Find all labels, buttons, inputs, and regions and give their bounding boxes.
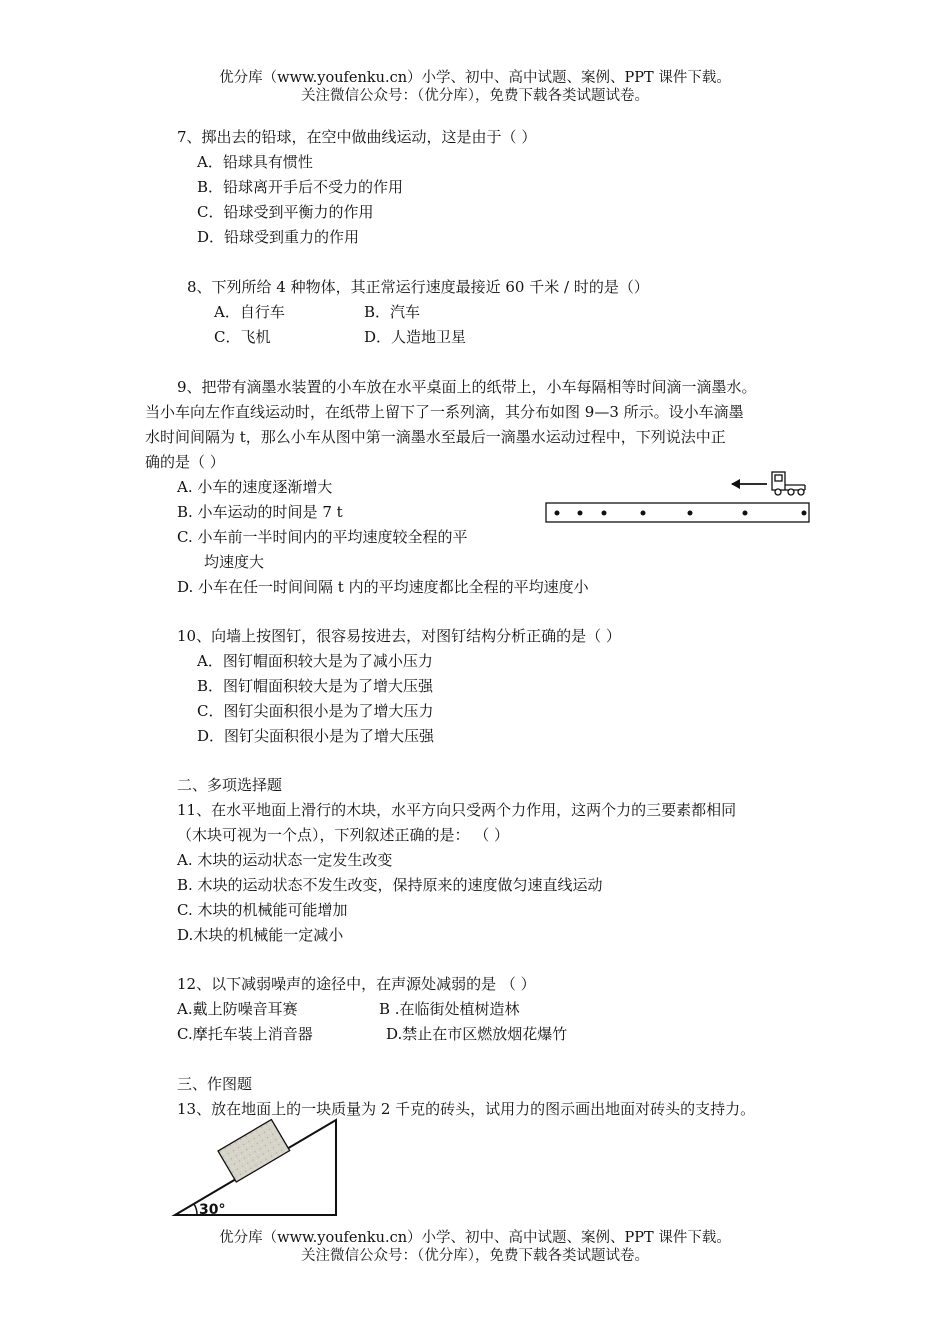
q10-option-d: D．图钉尖面积很小是为了增大压强	[197, 727, 435, 745]
header-line-1: 优分库（www.youfenku.cn）小学、初中、高中试题、案例、PPT 课件下载。	[219, 70, 731, 86]
q13-incline-figure	[170, 1115, 342, 1221]
q10-option-c: C．图钉尖面积很小是为了增大压力	[197, 702, 434, 720]
q11-stem-line-2: （木块可视为一个点），下列叙述正确的是： （ ）	[177, 826, 510, 844]
q7-option-b: B．铅球离开手后不受力的作用	[197, 178, 404, 196]
ink-dots	[555, 511, 807, 516]
q7-option-c: C．铅球受到平衡力的作用	[197, 203, 374, 221]
q7-option-a: A．铅球具有惯性	[197, 153, 313, 171]
q8-option-c: C．飞机	[214, 328, 271, 346]
q7-stem: 7、掷出去的铅球，在空中做曲线运动，这是由于（ ）	[177, 128, 537, 146]
q9-figure	[540, 466, 815, 528]
q10-option-b: B．图钉帽面积较大是为了增大压强	[197, 677, 434, 695]
q11-stem-line-1: 11、在水平地面上滑行的木块，水平方向只受两个力作用，这两个力的三要素都相同	[177, 801, 737, 819]
q7-option-d: D．铅球受到重力的作用	[197, 228, 360, 246]
q12-option-a: A.戴上防噪音耳赛	[177, 1000, 298, 1018]
q12-option-c: C.摩托车装上消音器	[177, 1025, 313, 1043]
q8-option-a: A．自行车	[214, 303, 285, 321]
footer-line-1: 优分库（www.youfenku.cn）小学、初中、高中试题、案例、PPT 课件下载。	[219, 1230, 731, 1246]
footer-line-2: 关注微信公众号：（优分库），免费下载各类试题试卷。	[301, 1248, 649, 1264]
q9-option-c: C. 小车前一半时间内的平均速度较全程的平	[177, 528, 468, 546]
q8-option-b: B．汽车	[364, 303, 421, 321]
section-2-title: 二、多项选择题	[177, 776, 283, 794]
q12-option-d: D.禁止在市区燃放烟花爆竹	[386, 1025, 568, 1043]
q9-stem-line-3: 水时间间隔为 t，那么小车从图中第一滴墨水至最后一滴墨水运动过程中，下列说法中正	[145, 428, 726, 446]
q11-option-c: C. 木块的机械能可能增加	[177, 901, 348, 919]
q8-option-d: D．人造地卫星	[364, 328, 467, 346]
left-arrow-icon	[731, 479, 767, 489]
q9-stem-line-4: 确的是（ ）	[145, 453, 225, 471]
q9-option-a: A. 小车的速度逐渐增大	[177, 478, 333, 496]
q10-stem: 10、向墙上按图钉，很容易按进去，对图钉结构分析正确的是（ ）	[177, 627, 621, 645]
q8-stem: 8、下列所给 4 种物体，其正常运行速度最接近 60 千米 / 时的是（）	[187, 278, 649, 296]
q11-option-b: B. 木块的运动状态不发生改变，保持原来的速度做匀速直线运动	[177, 876, 603, 894]
q13-stem: 13、放在地面上的一块质量为 2 千克的砖头，试用力的图示画出地面对砖头的支持力。	[177, 1100, 756, 1118]
q9-option-c-cont: 均速度大	[204, 553, 265, 571]
angle-label: 30°	[199, 1202, 226, 1218]
q9-option-d: D. 小车在任一时间间隔 t 内的平均速度都比全程的平均速度小	[177, 578, 589, 596]
section-3-title: 三、作图题	[177, 1075, 253, 1093]
header-line-2: 关注微信公众号：（优分库），免费下载各类试题试卷。	[301, 88, 649, 104]
q12-option-b: B .在临街处植树造林	[379, 1000, 520, 1018]
paper-strip	[546, 503, 809, 522]
q9-option-b: B. 小车运动的时间是 7 t	[177, 503, 343, 521]
q10-option-a: A．图钉帽面积较大是为了减小压力	[197, 652, 433, 670]
q11-option-a: A. 木块的运动状态一定发生改变	[177, 851, 393, 869]
q12-stem: 12、以下减弱噪声的途径中，在声源处减弱的是 （ ）	[177, 975, 536, 993]
q9-stem-line-2: 当小车向左作直线运动时，在纸带上留下了一系列滴，其分布如图 9—3 所示。设小车滴墨	[145, 403, 744, 421]
q9-stem-line-1: 9、把带有滴墨水装置的小车放在水平桌面上的纸带上，小车每隔相等时间滴一滴墨水。	[177, 378, 757, 396]
truck-icon	[772, 472, 805, 495]
q11-option-d: D.木块的机械能一定减小	[177, 926, 344, 944]
